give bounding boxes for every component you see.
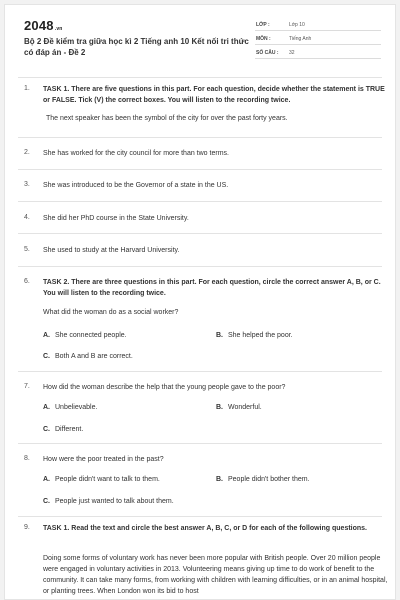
question-text: TASK 1. There are five questions in this part. For each question, decide whether the statement is TRUE or FALSE. Tick (V) the correct boxes. You will listen to the recording twice. [43,86,385,104]
divider [18,77,382,78]
answer-option[interactable]: B. People didn't bother them. [216,476,310,483]
meta-class [255,18,381,31]
divider [18,233,382,234]
question-text: She did her PhD course in the State University. [43,215,189,222]
question-number: 1. [24,85,30,92]
question-number: 2. [24,149,30,156]
meta-value: Tiếng Anh [289,36,312,42]
divider [18,201,382,202]
answer-option[interactable]: C. Different. [43,426,84,433]
answer-option[interactable]: A. People didn't want to talk to them. [43,476,160,483]
answer-option[interactable]: C. People just wanted to talk about them. [43,498,174,505]
question-number: 3. [24,181,30,188]
answer-option[interactable]: A. She connected people. [43,332,127,339]
question-number: 9. [24,524,30,531]
meta-value: Lớp 10 [289,22,305,28]
divider [18,137,382,138]
meta-label: LỚP : [256,22,270,28]
answer-option[interactable]: C. Both A and B are correct. [43,353,133,360]
meta-question-count [255,46,381,59]
document-page [4,4,396,600]
reading-passage: Doing some forms of voluntary work has never been more popular with British people. Over 20 million people were engaged in voluntary activities in 2013. Volunteering means giving up time to do work of benefit to the community. It can take many forms, from working with children with learning difficulties, or in an animal hospital, or planting trees. When London won its bid to host [43,555,388,595]
question-number: 6. [24,278,30,285]
question-number: 7. [24,383,30,390]
question-number: 4. [24,214,30,221]
question-text: How did the woman describe the help that the young people gave to the poor? [43,384,286,391]
divider [18,266,382,267]
meta-label: MÔN : [256,36,271,42]
divider [18,371,382,372]
question-text: How were the poor treated in the past? [43,456,164,463]
answer-option[interactable]: B. Wonderful. [216,404,262,411]
question-text: TASK 1. Read the text and circle the best answer A, B, C, or D for each of the following questions. [43,525,367,532]
meta-subject [255,32,381,45]
answer-option[interactable]: A. Unbelievable. [43,404,98,411]
question-text: She used to study at the Harvard University. [43,247,180,254]
question-number: 8. [24,455,30,462]
site-logo[interactable]: 2048.vn [24,18,63,33]
question-text: She has worked for the city council for more than two terms. [43,150,229,157]
divider [18,443,382,444]
question-prompt: What did the woman do as a social worker? [43,309,179,316]
question-statement: The next speaker has been the symbol of the city for over the past forty years. [46,115,288,122]
document-title: Bộ 2 Đề kiểm tra giữa học kì 2 Tiếng anh 10 Kết nối tri thức có đáp án - Đề 2 [24,37,249,57]
meta-value: 32 [289,50,295,56]
divider [18,516,382,517]
divider [18,169,382,170]
question-text: She was introduced to be the Governor of a state in the US. [43,182,229,189]
answer-option[interactable]: B. She helped the poor. [216,332,293,339]
question-number: 5. [24,246,30,253]
meta-label: SỐ CÂU : [256,50,279,56]
question-text: TASK 2. There are three questions in this part. For each question, circle the correct answer A, B, or C. You will listen to the recording twice. [43,279,381,297]
